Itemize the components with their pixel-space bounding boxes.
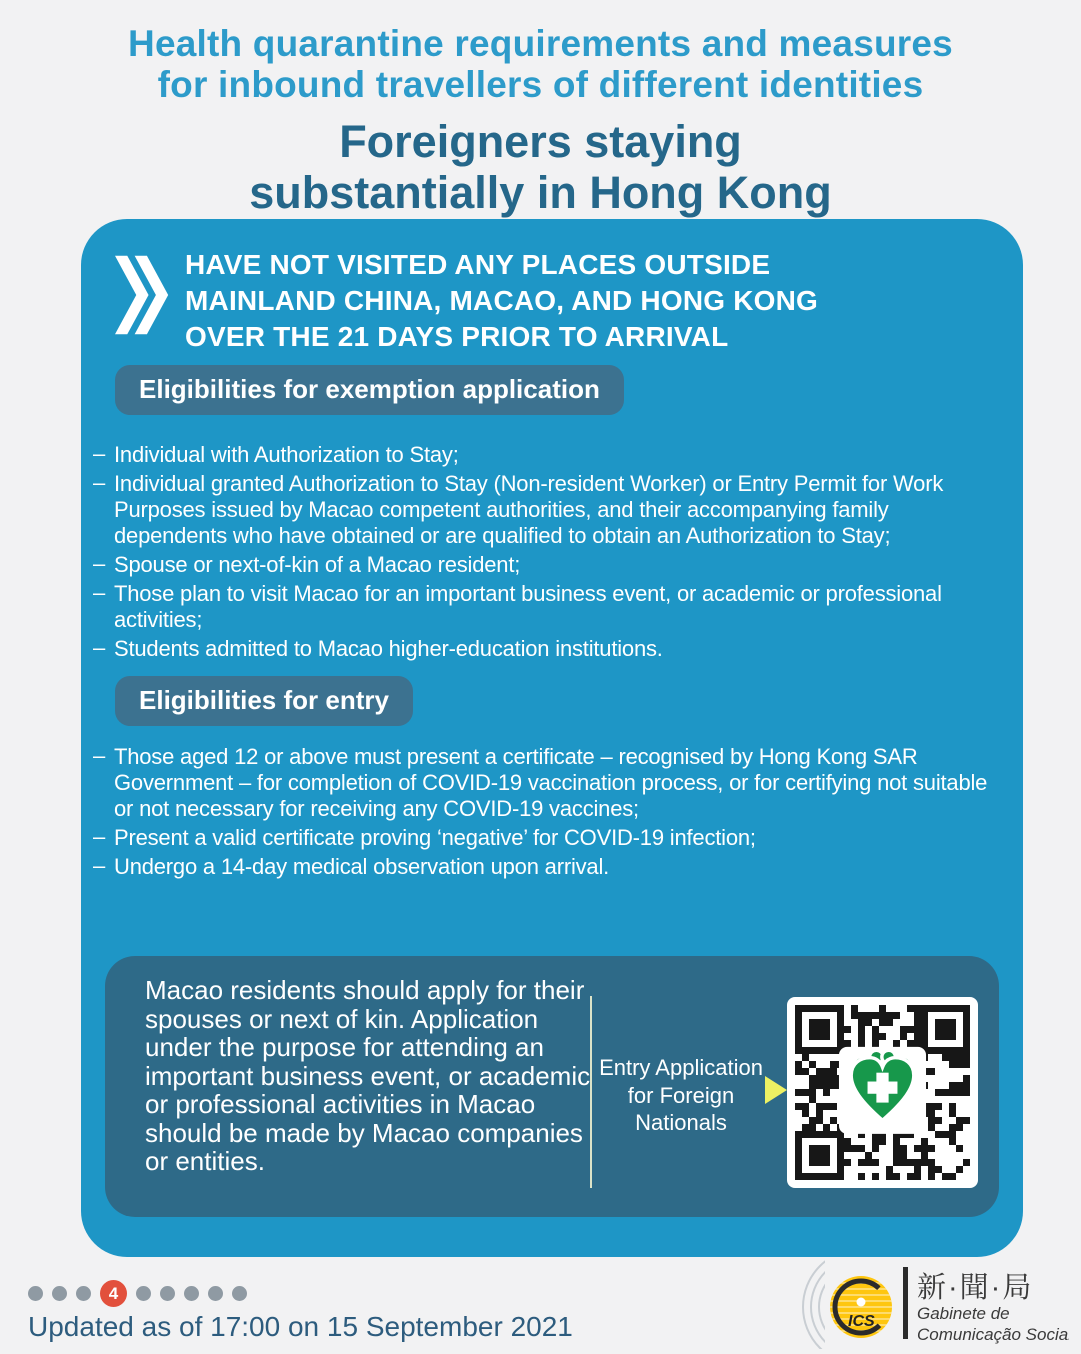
page-subtitle (0, 117, 1081, 218)
card-header-line3: OVER THE 21 DAYS PRIOR TO ARRIVAL (185, 321, 729, 353)
page-dot (208, 1286, 223, 1301)
badge-exemption-application: Eligibilities for exemption application (115, 365, 624, 415)
list-item: – Students admitted to Macao higher-education institutions. (93, 636, 1001, 662)
page-dot (76, 1286, 91, 1301)
card-header-text (185, 247, 818, 355)
arrow-right-icon (765, 1076, 787, 1104)
vertical-divider (590, 996, 592, 1188)
page-dot (52, 1286, 67, 1301)
page-title-line2: for inbound travellers of different identities (157, 63, 924, 105)
page-dot (184, 1286, 199, 1301)
card-header-line1: HAVE NOT VISITED ANY PLACES OUTSIDE (185, 249, 771, 280)
list-item: – Individual granted Authorization to Stay (Non-resident Worker) or Entry Permit for Work Purposes issued by Macao competent authorities, and their accompanying family dependents who have obtained or are qualified to obtain an Authorization to Stay; (93, 471, 1001, 549)
page-dot (160, 1286, 175, 1301)
header-titles (0, 24, 1081, 218)
qr-label-line2: for Foreign (627, 1082, 735, 1108)
card-header (81, 219, 1023, 355)
list-item: – Those aged 12 or above must present a certificate – recognised by Hong Kong SAR Government – for completion of COVID-19 vaccination process, or for certifying not suitable or not necessary for receiving any COVID-19 vaccines; (93, 744, 1001, 822)
pagination-dots (28, 1280, 247, 1307)
logo-yellow-disc (830, 1276, 892, 1338)
note-text: Macao residents should apply for their spouses or next of kin. Application under the purpose for attending an important business event, or academic or professional activities in Macao should be made by Macao companies or entities. (145, 975, 591, 1176)
qr-code (787, 997, 978, 1193)
page-dot (28, 1286, 43, 1301)
logo-chinese-text: 新·聞·局 (917, 1272, 1034, 1304)
gcs-logo (791, 1257, 1069, 1354)
page-title-line1: Health quarantine requirements and measures (128, 23, 953, 64)
logo-acronym: ICS (848, 1313, 875, 1330)
logo-pt-line1: Gabinete de (917, 1304, 1010, 1323)
badge-entry: Eligibilities for entry (115, 676, 413, 726)
logo-pt-line2: Comunicação Social (917, 1325, 1069, 1344)
exemption-list (93, 442, 1001, 662)
list-item: – Spouse or next-of-kin of a Macao resident; (93, 552, 1001, 578)
double-chevron-icon (115, 249, 169, 346)
logo-divider-bar (903, 1267, 908, 1339)
note-box (105, 956, 999, 1217)
page-dot (232, 1286, 247, 1301)
card-header-line2: MAINLAND CHINA, MACAO, AND HONG KONG (185, 285, 819, 317)
current-page-dot: 4 (100, 1280, 127, 1307)
qr-label-line3: Nationals (635, 1110, 727, 1135)
entry-list (93, 744, 1001, 880)
page-subtitle-line2: substantially in Hong Kong (249, 166, 832, 218)
qr-label (597, 1054, 765, 1137)
page-dot (136, 1286, 151, 1301)
list-item: – Individual with Authorization to Stay; (93, 442, 1001, 468)
info-card (81, 219, 1023, 1257)
updated-timestamp: Updated as of 17:00 on 15 September 2021 (28, 1311, 573, 1342)
list-item: – Present a valid certificate proving ‘negative’ for COVID-19 infection; (93, 825, 1001, 851)
qr-label-line1: Entry Application (599, 1055, 763, 1080)
list-item: – Those plan to visit Macao for an important business event, or academic or professional activities; (93, 581, 1001, 633)
list-item: – Undergo a 14-day medical observation upon arrival. (93, 854, 1001, 880)
page-subtitle-line1: Foreigners staying (339, 116, 742, 168)
